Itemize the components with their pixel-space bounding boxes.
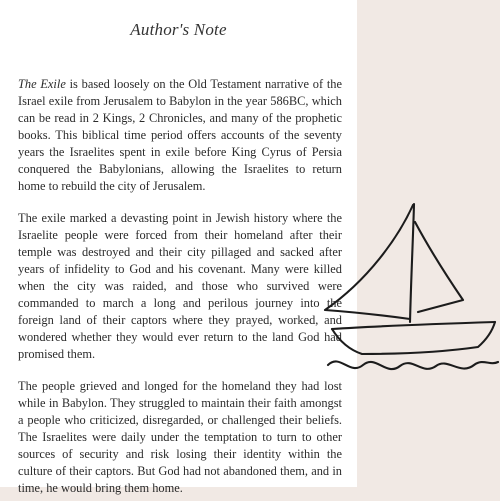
paragraph-3: The people grieved and longed for the homeland they had lost while in Babylon. They struggled to maintain their faith amongst a people who criticized, disregarded, or challenged their beliefs. The Israelites were daily under the temptation to turn to other sources of security and risk losing their identity within the culture of their captors. But God had not abandoned them, and in time, he would bring them home. xyxy=(18,379,342,495)
paragraph-1 xyxy=(18,76,342,195)
note-body xyxy=(18,76,342,497)
water-waves xyxy=(328,361,498,369)
sailboat-icon xyxy=(318,200,500,380)
paragraph-2: The exile marked a devasting point in Jewish history where the Israelite people were forced from their homeland after their temple was destroyed and their city pillaged and sacked after years of infidelity to God and his covenant. Many were killed when the city was raided, and those who survived were commanded to march a long and perilous journey into the foreign land of their captors where they prayed, worked, and wondered whether they would ever return to the land God had promised them. xyxy=(18,211,342,361)
page-title: Author's Note xyxy=(130,20,227,39)
book-title: The Exile xyxy=(18,77,66,91)
boat-hull-top xyxy=(332,322,495,329)
boat-right-sail xyxy=(415,222,463,312)
boat-left-sail xyxy=(325,205,413,319)
boat-mast xyxy=(410,204,414,322)
paragraph-1-text: is based loosely on the Old Testament narrative of the Israel exile from Jerusalem to Babylon in the year 586BC, which can be read in 2 Kings, 2 Chronicles, and many of the prophetic books. This biblical time period offers accounts of the seventy years the Israelites spent in exile before King Cyrus of Persia conquered the Babylonians, allowing the Israelites to return home to rebuild the city of Jerusalem. xyxy=(18,77,342,193)
